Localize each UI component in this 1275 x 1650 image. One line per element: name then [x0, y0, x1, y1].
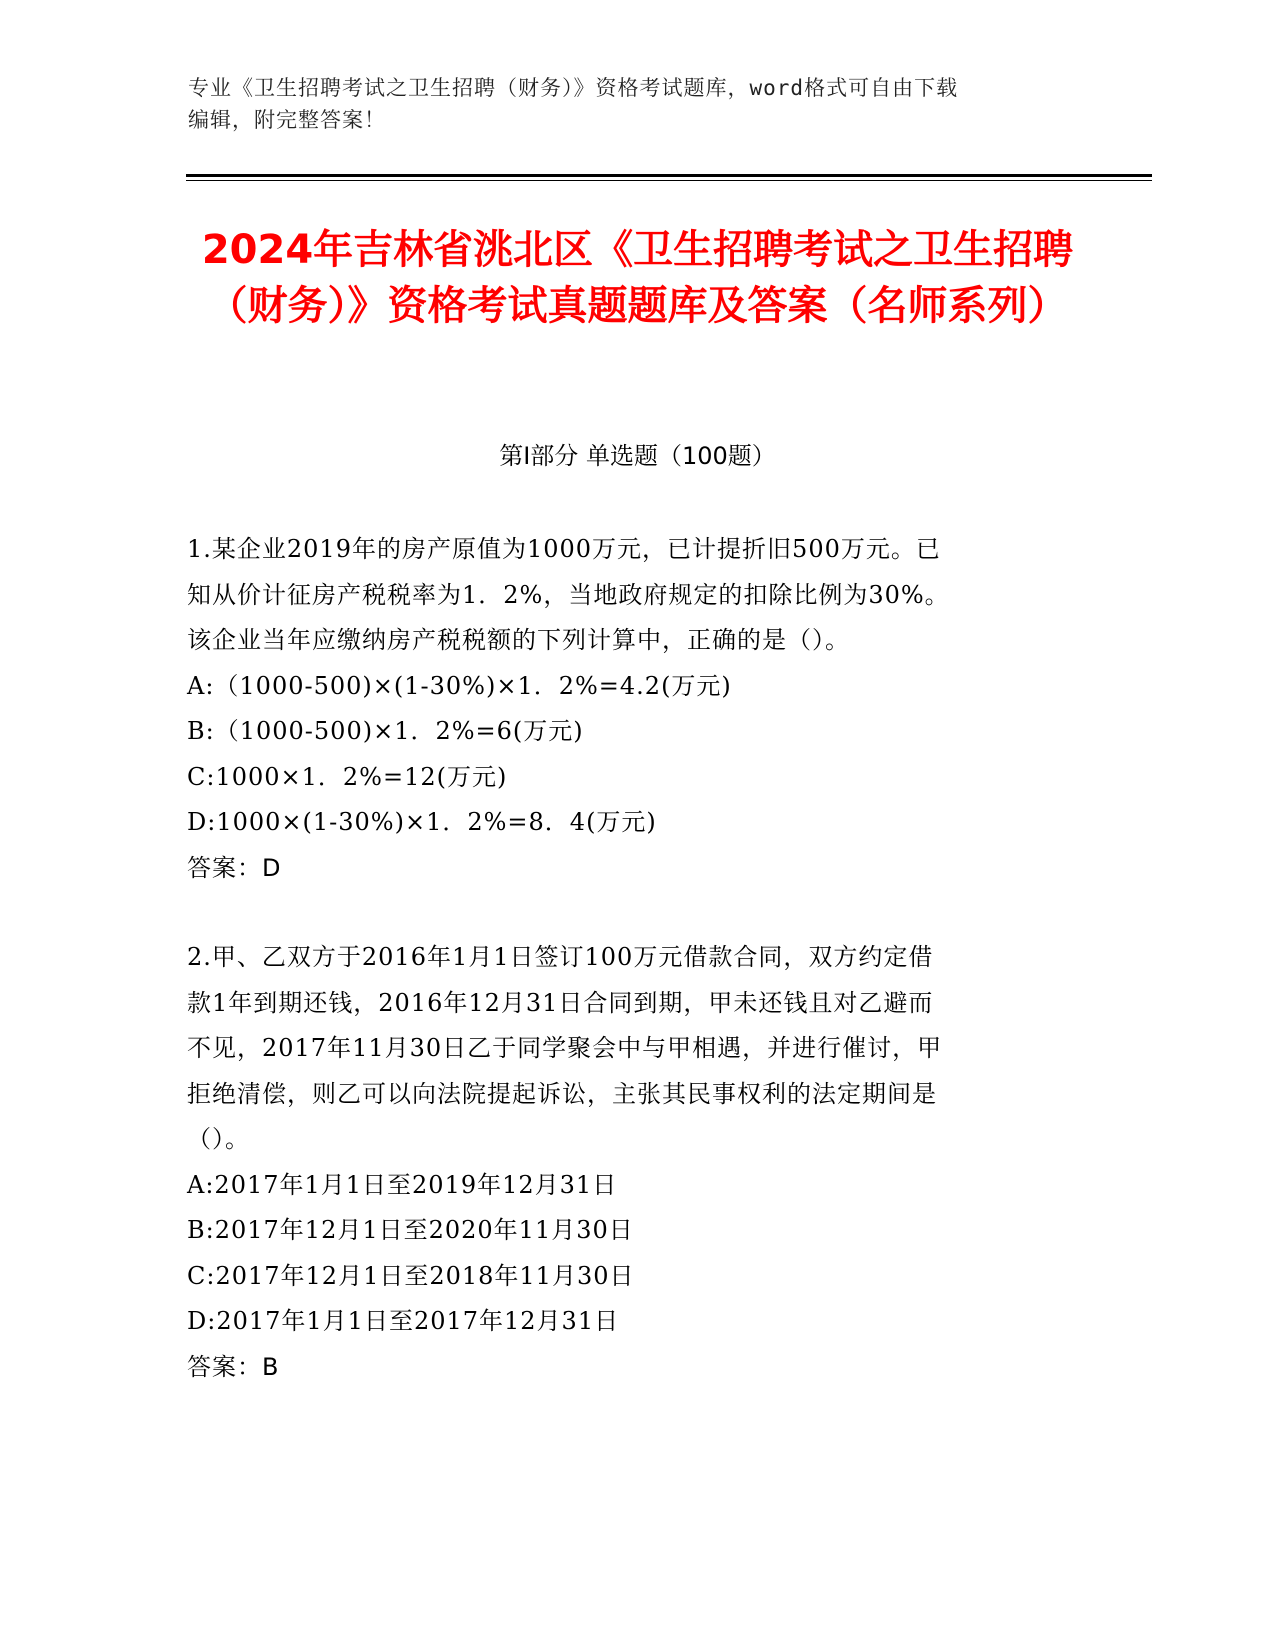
question-2	[187, 935, 1067, 1390]
question-1	[187, 527, 1067, 891]
question-stem-line: （）。	[187, 1125, 250, 1153]
page-header	[188, 72, 1088, 136]
question-stem-line: 该企业当年应缴纳房产税税额的下列计算中，正确的是（）。	[187, 626, 850, 654]
option-b: B:（1000-500)×1．2%=6(万元)	[187, 717, 584, 745]
question-stem-line: 不见，2017年11月30日乙于同学聚会中与甲相遇，并进行催讨，甲	[187, 1034, 943, 1062]
answer: 答案：B	[187, 1352, 280, 1381]
option-a: A:（1000-500)×(1-30%)×1．2%=4.2(万元)	[187, 671, 732, 700]
document-title: 2024年吉林省洮北区《卫生招聘考试之卫生招聘（财务）》资格考试真题题库及答案（名师系列）	[201, 227, 1074, 329]
header-line-1: 专业《卫生招聘考试之卫生招聘（财务）》资格考试题库，word格式可自由下载	[188, 76, 959, 100]
option-c: C:1000×1．2%=12(万元)	[187, 762, 508, 791]
header-line-2: 编辑，附完整答案！	[188, 108, 386, 132]
question-stem-line: 知从价计征房产税税率为1．2%，当地政府规定的扣除比例为30%。	[187, 580, 950, 609]
option-c: C:2017年12月1日至2018年11月30日	[187, 1261, 635, 1290]
option-d: D:2017年1月1日至2017年12月31日	[187, 1307, 620, 1335]
question-stem-line: 拒绝清偿，则乙可以向法院提起诉讼，主张其民事权利的法定期间是	[187, 1079, 937, 1108]
question-stem-line: 2.甲、乙双方于2016年1月1日签订100万元借款合同，双方约定借	[187, 943, 934, 971]
answer: 答案：D	[187, 853, 282, 882]
header-divider-thin	[186, 180, 1152, 181]
header-divider-thick	[186, 174, 1152, 177]
question-stem-line: 1.某企业2019年的房产原值为1000万元，已计提折旧500万元。已	[187, 535, 941, 563]
option-b: B:2017年12月1日至2020年11月30日	[187, 1216, 634, 1244]
option-d: D:1000×(1-30%)×1．2%=8．4(万元)	[187, 808, 657, 836]
option-a: A:2017年1月1日至2019年12月31日	[187, 1170, 618, 1199]
section-heading: 第Ⅰ部分 单选题（100题）	[499, 442, 776, 470]
question-stem-line: 款1年到期还钱，2016年12月31日合同到期，甲未还钱且对乙避而	[187, 988, 934, 1017]
